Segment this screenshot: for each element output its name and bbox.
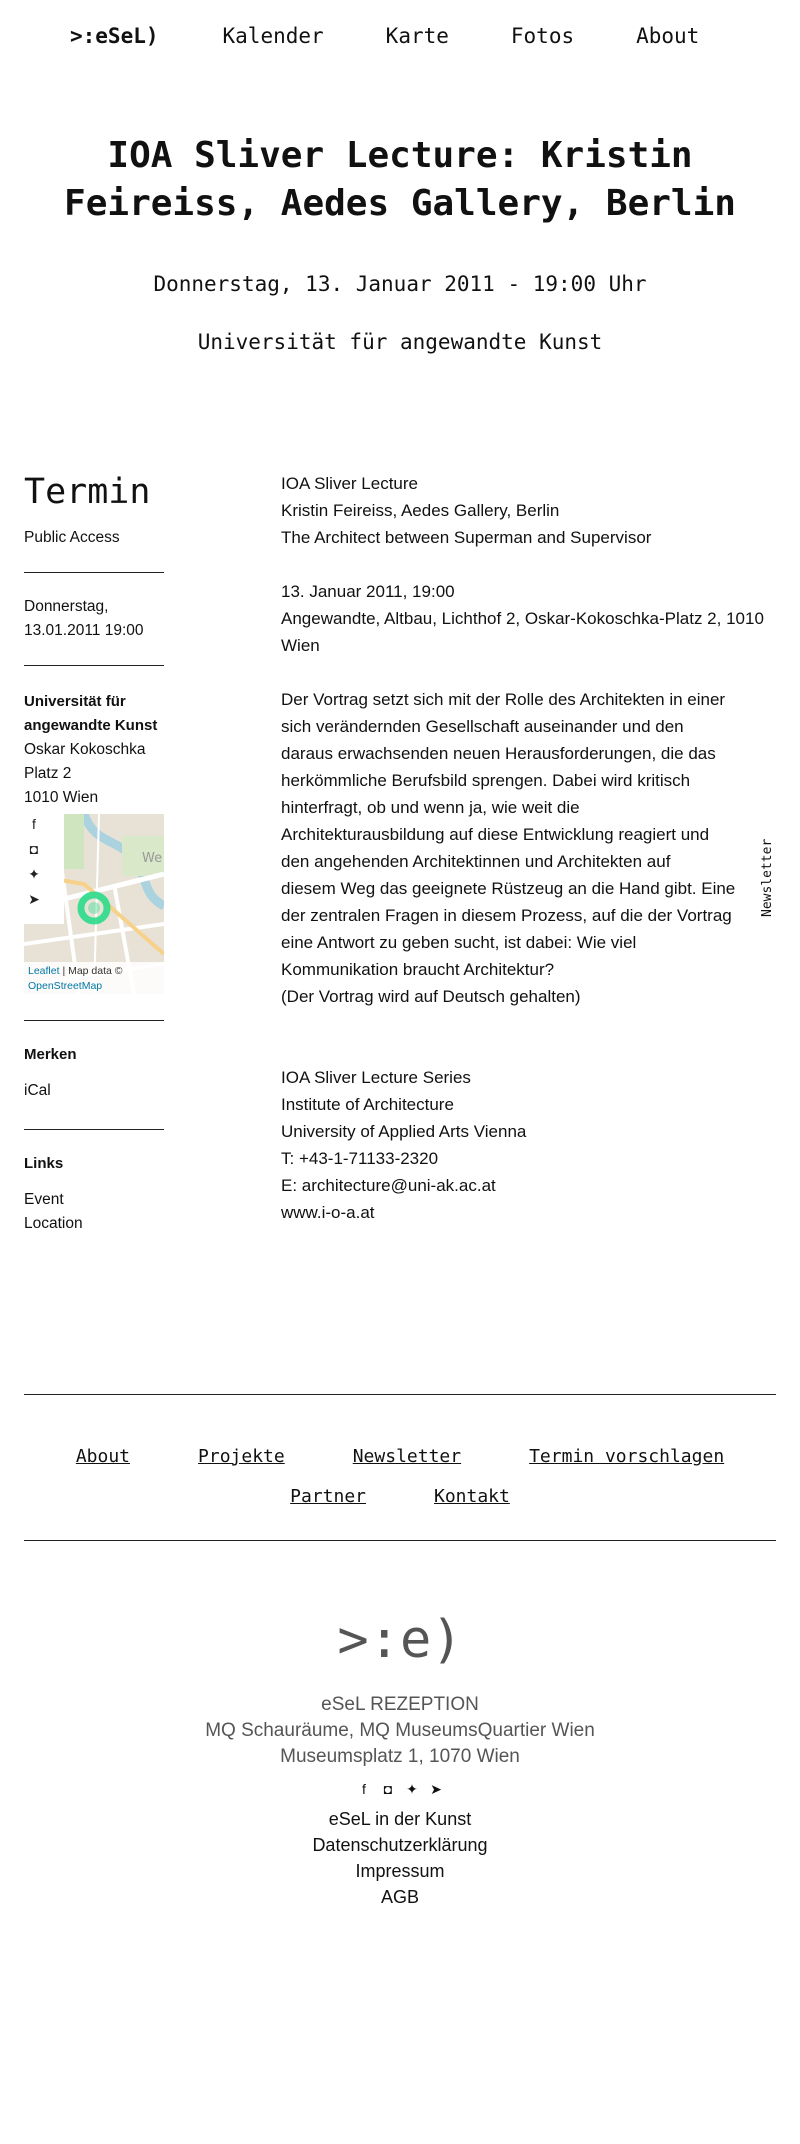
body-line: hinterfragt, ob und wenn ja, wie weit die bbox=[281, 798, 580, 817]
twitter-icon[interactable]: ✦ bbox=[28, 866, 40, 882]
footer-logo[interactable]: >:e) bbox=[337, 1610, 463, 1670]
body-line: sich verändernden Gesellschaft auseinander und den bbox=[281, 717, 684, 736]
description-body bbox=[281, 686, 781, 1010]
event-when: 13. Januar 2011, 19:00 bbox=[281, 582, 455, 601]
leaflet-link[interactable]: Leaflet bbox=[28, 965, 60, 977]
event-where: Angewandte, Altbau, Lichthof 2, Oskar-Kokoschka-Platz 2, 1010 Wien bbox=[281, 609, 764, 655]
footer-social-icons bbox=[0, 1780, 800, 1798]
divider bbox=[24, 572, 164, 573]
body-line: der zentralen Fragen in diesem Prozess, auf die der Vortrag bbox=[281, 906, 732, 925]
save-heading: Merken bbox=[24, 1046, 77, 1063]
sidebar-date-time: 13.01.2011 19:00 bbox=[24, 622, 144, 639]
body-line: Kommunikation braucht Architektur? bbox=[281, 960, 555, 979]
reception-title: eSeL REZEPTION bbox=[321, 1694, 479, 1715]
body-line: Der Vortrag setzt sich mit der Rolle des Architekten in einer bbox=[281, 690, 726, 709]
intro-line: The Architect between Superman and Supervisor bbox=[281, 528, 652, 547]
divider bbox=[24, 665, 164, 666]
body-line: eine Antwort zu geben sucht, ist dabei: Wie viel bbox=[281, 933, 637, 952]
newsletter-tab[interactable]: Newsletter bbox=[760, 838, 775, 918]
event-sidebar bbox=[24, 470, 164, 1236]
footer-link-impressum[interactable]: Impressum bbox=[355, 1861, 445, 1881]
contact-block bbox=[281, 1064, 781, 1226]
venue-map[interactable] bbox=[24, 814, 164, 994]
footer-link-partner[interactable]: Partner bbox=[290, 1485, 366, 1507]
map-data-text: | Map data © bbox=[59, 965, 123, 977]
intro-line: Kristin Feireiss, Aedes Gallery, Berlin bbox=[281, 501, 560, 520]
links-heading: Links bbox=[24, 1155, 64, 1172]
event-date-line: Donnerstag, 13. Januar 2011 - 19:00 Uhr bbox=[153, 272, 647, 296]
facebook-icon[interactable]: f bbox=[362, 1781, 366, 1797]
body-line: diesem Weg das geeignete Rüstzeug an die Hand gibt. Eine bbox=[281, 879, 736, 898]
footer-link-termin-vorschlagen[interactable]: Termin vorschlagen bbox=[529, 1445, 725, 1467]
venue-address-line-1: Oskar Kokoschka bbox=[24, 741, 146, 758]
body-line: (Der Vortrag wird auf Deutsch gehalten) bbox=[281, 987, 581, 1006]
venue-address-line-2: Platz 2 bbox=[24, 765, 72, 782]
contact-phone: T: +43-1-71133-2320 bbox=[281, 1149, 439, 1168]
venue-name-line-2: angewandte Kunst bbox=[24, 717, 158, 734]
nav-link-karte[interactable]: Karte bbox=[385, 24, 449, 48]
reception-location: MQ Schauräume, MQ MuseumsQuartier Wien bbox=[205, 1720, 595, 1741]
divider bbox=[24, 1020, 164, 1021]
nav-link-fotos[interactable]: Fotos bbox=[510, 24, 575, 48]
site-logo[interactable]: >:eSeL) bbox=[70, 24, 159, 48]
footer-link-agb[interactable]: AGB bbox=[380, 1887, 419, 1907]
contact-email: E: architecture@uni-ak.ac.at bbox=[281, 1176, 496, 1195]
telegram-icon[interactable]: ➤ bbox=[28, 891, 40, 907]
footer-link-esel-in-der-kunst[interactable]: eSeL in der Kunst bbox=[328, 1809, 472, 1829]
intro-line: IOA Sliver Lecture bbox=[281, 474, 419, 493]
sidebar-date-day: Donnerstag, bbox=[24, 598, 109, 615]
body-line: den angehenden Architektinnen und Architekten auf bbox=[281, 852, 671, 871]
svg-text:We: We bbox=[142, 851, 163, 866]
body-line: herkömmliche Berufsbild sprengen. Dabei wird kritisch bbox=[281, 771, 691, 790]
social-icons bbox=[24, 814, 64, 924]
footer-links bbox=[0, 1436, 800, 1516]
footer-link-datenschutz[interactable]: Datenschutzerklärung bbox=[312, 1835, 488, 1855]
reception-info bbox=[0, 1692, 800, 1770]
contact-line: Institute of Architecture bbox=[281, 1095, 454, 1114]
divider bbox=[24, 1129, 164, 1130]
footer-link-newsletter[interactable]: Newsletter bbox=[352, 1445, 462, 1467]
body-line: daraus erwachsenden neuen Herausforderungen, die das bbox=[281, 744, 716, 763]
venue-name-line-1: Universität für bbox=[24, 693, 126, 710]
telegram-icon[interactable]: ➤ bbox=[430, 1781, 442, 1797]
footer-bottom-links bbox=[0, 1806, 800, 1910]
location-link[interactable]: Location bbox=[24, 1215, 83, 1232]
instagram-icon[interactable]: ◘ bbox=[29, 841, 39, 857]
contact-line: IOA Sliver Lecture Series bbox=[281, 1068, 471, 1087]
openstreetmap-link[interactable]: OpenStreetMap bbox=[28, 980, 103, 992]
facebook-icon[interactable]: f bbox=[32, 816, 36, 832]
ical-link[interactable]: iCal bbox=[24, 1082, 51, 1099]
footer-link-projekte[interactable]: Projekte bbox=[198, 1445, 285, 1467]
map-attribution bbox=[24, 962, 164, 994]
event-title: IOA Sliver Lecture: Kristin Feireiss, Aedes Gallery, Berlin bbox=[64, 135, 736, 224]
footer-divider-bottom bbox=[24, 1540, 776, 1541]
reception-address: Museumsplatz 1, 1070 Wien bbox=[280, 1746, 520, 1767]
sidebar-heading: Termin bbox=[24, 472, 151, 512]
footer-divider-top bbox=[24, 1394, 776, 1395]
event-description bbox=[281, 470, 781, 1226]
twitter-icon[interactable]: ✦ bbox=[406, 1781, 418, 1797]
event-venue-line: Universität für angewandte Kunst bbox=[197, 330, 603, 354]
contact-website: www.i-o-a.at bbox=[281, 1203, 375, 1222]
nav-link-kalender[interactable]: Kalender bbox=[222, 24, 324, 48]
event-link[interactable]: Event bbox=[24, 1191, 64, 1208]
body-line: Architekturausbildung auf diese Entwicklung reagiert und bbox=[281, 825, 710, 844]
footer-link-kontakt[interactable]: Kontakt bbox=[434, 1485, 510, 1507]
instagram-icon[interactable]: ◘ bbox=[383, 1781, 393, 1797]
contact-line: University of Applied Arts Vienna bbox=[281, 1122, 527, 1141]
nav-link-about[interactable]: About bbox=[636, 24, 700, 48]
footer-link-about[interactable]: About bbox=[75, 1445, 131, 1467]
access-label: Public Access bbox=[24, 529, 120, 546]
top-navigation bbox=[0, 0, 800, 72]
venue-address-line-3: 1010 Wien bbox=[24, 789, 99, 806]
